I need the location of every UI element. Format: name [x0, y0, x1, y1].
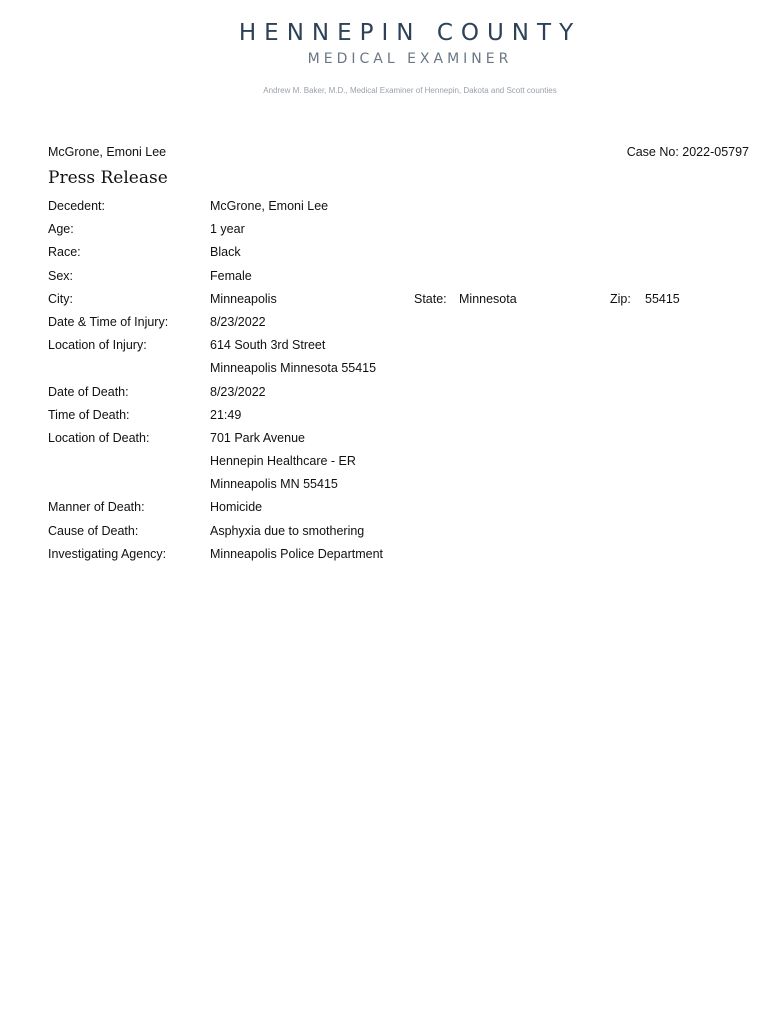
zip-label: Zip: [610, 291, 631, 306]
field-label: Location of Death: [48, 430, 150, 445]
state-value: Minnesota [459, 291, 517, 306]
field-value: 701 Park Avenue [210, 430, 305, 445]
field-row-death-location [48, 430, 748, 453]
field-label: Investigating Agency: [48, 546, 167, 561]
field-label: Age: [48, 222, 74, 237]
field-value: 614 South 3rd Street [210, 338, 326, 353]
field-value: Minneapolis [210, 291, 277, 306]
field-label: Manner of Death: [48, 500, 145, 515]
field-label: Decedent: [48, 199, 105, 213]
field-value: Minneapolis Minnesota 55415 [210, 361, 377, 376]
field-label: Date & Time of Injury: [48, 314, 169, 329]
field-value: Hennepin Healthcare - ER [210, 454, 356, 469]
field-row-sex [48, 268, 748, 291]
field-row-injury-datetime [48, 314, 748, 337]
field-value: 8/23/2022 [210, 314, 266, 329]
letterhead [0, 18, 770, 96]
field-row-death-location-cont [48, 476, 748, 499]
field-label: Sex: [48, 268, 74, 283]
field-value: 21:49 [210, 407, 242, 422]
field-label: Race: [48, 245, 81, 260]
organization-subtitle: MEDICAL EXAMINER [307, 51, 513, 67]
field-value: 1 year [210, 222, 245, 237]
field-row-death-date [48, 384, 748, 407]
field-row-injury-location [48, 337, 748, 360]
field-value: Minneapolis MN 55415 [210, 477, 338, 492]
field-value: Homicide [210, 500, 263, 515]
field-label: City: [48, 291, 73, 306]
field-label: Date of Death: [48, 384, 129, 399]
document-title: Press Release [48, 168, 168, 188]
field-row-death-time [48, 407, 748, 430]
field-value: Asphyxia due to smothering [210, 523, 365, 538]
field-row-cause [48, 523, 748, 546]
press-release-fields [48, 198, 748, 569]
field-row-death-location-cont [48, 453, 748, 476]
field-row-agency [48, 546, 748, 569]
state-label: State: [414, 291, 447, 306]
field-label: Location of Injury: [48, 338, 147, 353]
field-value: Minneapolis Police Department [210, 546, 384, 561]
field-row-city-state-zip [48, 291, 748, 314]
field-label: Cause of Death: [48, 523, 139, 538]
field-label: Time of Death: [48, 407, 130, 422]
field-row-decedent [48, 198, 748, 221]
zip-value: 55415 [645, 291, 680, 306]
organization-name: HENNEPIN COUNTY [238, 20, 582, 46]
field-row-manner [48, 499, 748, 522]
field-value: 8/23/2022 [210, 384, 266, 399]
field-row-race [48, 244, 748, 267]
decedent-name-header: McGrone, Emoni Lee [48, 145, 167, 159]
field-row-injury-location-cont [48, 360, 748, 383]
field-value: Black [210, 245, 241, 260]
field-value: McGrone, Emoni Lee [210, 199, 329, 213]
field-row-age [48, 221, 748, 244]
case-number: Case No: 2022-05797 [626, 145, 749, 159]
organization-tagline: Andrew M. Baker, M.D., Medical Examiner of Hennepin, Dakota and Scott counties [263, 86, 557, 95]
field-value: Female [210, 268, 252, 283]
